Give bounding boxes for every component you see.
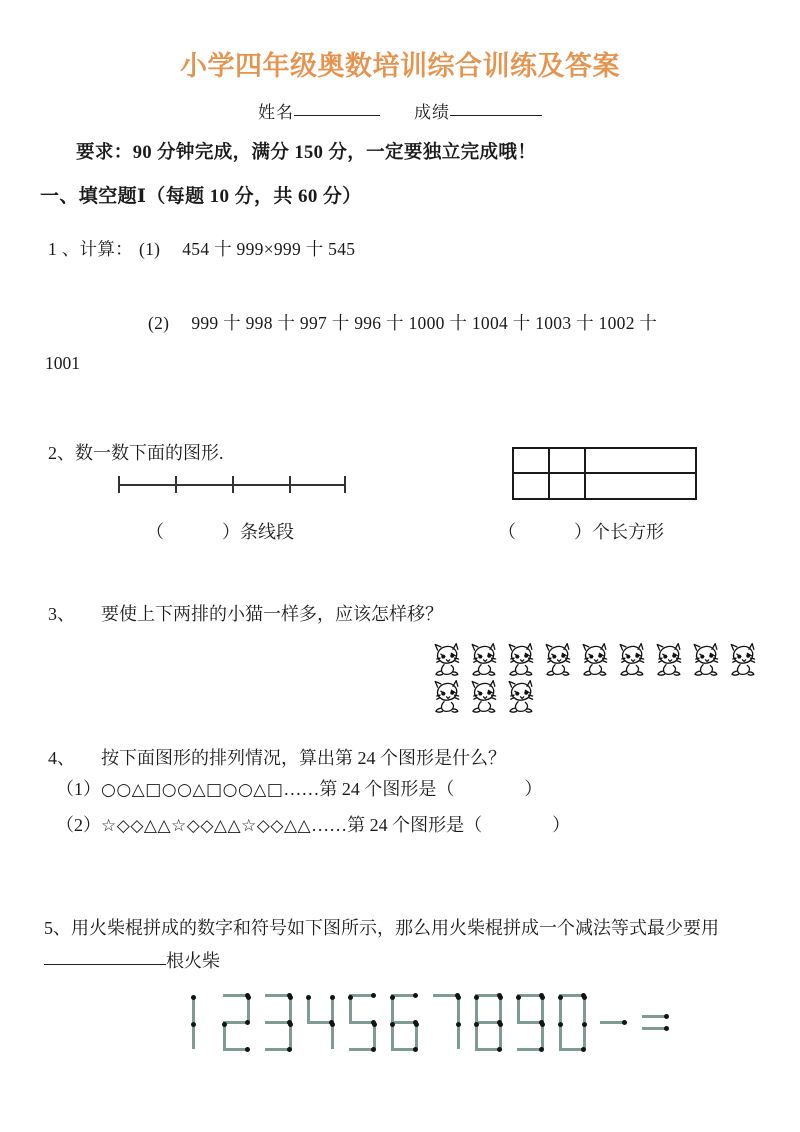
paren-close: ） bbox=[552, 815, 571, 835]
matchstick-digit-0 bbox=[556, 992, 588, 1054]
section-1-heading: 一、填空题Ⅰ（每题 10 分，共 60 分） bbox=[40, 186, 362, 207]
question-4-part1-tail: 第 24 个图形是（ bbox=[319, 779, 455, 799]
question-1 bbox=[48, 236, 760, 262]
segment-tick bbox=[344, 476, 346, 493]
grid-cell bbox=[586, 449, 695, 474]
matchstick bbox=[475, 1048, 501, 1051]
matchstick-digit-6 bbox=[388, 992, 420, 1054]
matchstick bbox=[583, 1023, 586, 1049]
cat-icon bbox=[689, 642, 722, 676]
matchstick bbox=[373, 1023, 376, 1049]
segment-tick bbox=[289, 476, 291, 493]
matchstick-digit-8 bbox=[472, 992, 504, 1054]
name-input-blank[interactable] bbox=[294, 115, 380, 116]
matchstick bbox=[349, 996, 352, 1022]
ellipsis: …… bbox=[311, 815, 348, 835]
matchstick-digit-2 bbox=[220, 992, 252, 1054]
question-1-part2 bbox=[148, 310, 760, 336]
grid-cell bbox=[514, 474, 550, 499]
paren-open: （ bbox=[146, 522, 164, 542]
matchstick bbox=[391, 1048, 417, 1051]
rectangle-grid-figure bbox=[512, 447, 697, 500]
cat-icon bbox=[430, 642, 463, 676]
matchstick bbox=[391, 996, 394, 1022]
matchstick bbox=[289, 996, 292, 1022]
matchstick bbox=[583, 996, 586, 1022]
name-label: 姓名 bbox=[258, 103, 294, 122]
matchstick-digit-1 bbox=[178, 992, 210, 1054]
paren-close-text: ）个长方形 bbox=[574, 522, 664, 542]
matchstick bbox=[223, 1048, 249, 1051]
matchstick bbox=[499, 996, 502, 1022]
matchstick-digit-4 bbox=[304, 992, 336, 1054]
matchstick-figure bbox=[178, 992, 678, 1058]
cat-icon bbox=[578, 642, 611, 676]
question-4-part2-tail: 第 24 个图形是（ bbox=[347, 815, 483, 835]
matchstick bbox=[499, 1023, 502, 1049]
matchstick bbox=[600, 1021, 626, 1024]
segment-answer-label bbox=[146, 518, 294, 544]
question-1-part2-label: (2) bbox=[148, 313, 170, 333]
matchstick bbox=[559, 1048, 585, 1051]
question-3 bbox=[48, 601, 760, 628]
matchstick bbox=[265, 1048, 291, 1051]
question-4-part1-label: （1） bbox=[56, 779, 101, 799]
paren-open: （ bbox=[498, 522, 516, 542]
cat-icon bbox=[652, 642, 685, 676]
question-3-number: 3、 bbox=[48, 604, 75, 624]
ellipsis: …… bbox=[283, 779, 320, 799]
question-1-part1-expression: 454 十 999×999 十 545 bbox=[182, 239, 356, 259]
matchstick bbox=[391, 1023, 394, 1049]
question-5-stem-before: 5、用火柴棍拼成的数字和符号如下图所示，那么用火柴棍拼成一个减法等式最少要用 bbox=[44, 918, 719, 938]
matchstick bbox=[415, 1023, 418, 1049]
matchstick bbox=[457, 996, 460, 1022]
matchstick-digit-7 bbox=[430, 992, 462, 1054]
matchstick bbox=[192, 1023, 195, 1049]
matchstick bbox=[541, 996, 544, 1022]
matchstick bbox=[642, 1015, 668, 1018]
matchstick bbox=[475, 1023, 478, 1049]
grid-cell bbox=[550, 474, 586, 499]
cat-icon bbox=[467, 679, 500, 713]
question-4-part2-label: （2） bbox=[56, 815, 101, 835]
student-info-line bbox=[0, 98, 800, 123]
matchstick-digit-9 bbox=[514, 992, 546, 1054]
question-5-answer-blank[interactable] bbox=[44, 964, 166, 965]
matchstick-digit-3 bbox=[262, 992, 294, 1054]
question-1-stem: 1 、计算： bbox=[48, 239, 133, 259]
page-title: 小学四年级奥数培训综合训练及答案 bbox=[180, 51, 620, 82]
requirement-text: 要求：90 分钟完成，满分 150 分，一定要独立完成哦！ bbox=[76, 143, 537, 163]
question-4-number: 4、 bbox=[48, 748, 75, 768]
question-4-part2-sequence: ☆◇◇△△☆◇◇△△☆◇◇△△ bbox=[101, 816, 312, 836]
matchstick bbox=[223, 1023, 226, 1049]
grid-cell bbox=[514, 449, 550, 474]
paren-close-text: ）条线段 bbox=[222, 522, 294, 542]
question-3-stem: 要使上下两排的小猫一样多，应该怎样移？ bbox=[101, 604, 443, 624]
question-5-stem-after: 根火柴 bbox=[166, 951, 220, 972]
cat-icon bbox=[504, 642, 537, 676]
matchstick bbox=[517, 1048, 543, 1051]
cat-row-top bbox=[430, 642, 763, 678]
question-5 bbox=[44, 912, 756, 979]
segment-tick bbox=[232, 476, 234, 493]
matchstick-operator-equals bbox=[640, 992, 674, 1054]
matchstick bbox=[559, 1023, 562, 1049]
segment-tick bbox=[118, 476, 120, 493]
matchstick bbox=[541, 1023, 544, 1049]
cat-icon bbox=[504, 679, 537, 713]
line-segment-figure bbox=[118, 473, 346, 495]
matchstick bbox=[517, 996, 520, 1022]
rectangle-answer-label bbox=[498, 518, 664, 544]
matchstick bbox=[642, 1027, 668, 1030]
matchstick bbox=[457, 1023, 460, 1049]
question-4-part2 bbox=[56, 812, 760, 840]
cat-icon bbox=[430, 679, 463, 713]
paren-close: ） bbox=[524, 779, 543, 799]
matchstick-operator-minus bbox=[598, 992, 632, 1054]
matchstick bbox=[331, 1023, 334, 1049]
score-input-blank[interactable] bbox=[450, 115, 542, 116]
score-label: 成绩 bbox=[414, 103, 450, 122]
cat-icon bbox=[615, 642, 648, 676]
matchstick-digit-5 bbox=[346, 992, 378, 1054]
question-1-part1-label: (1) bbox=[138, 239, 161, 259]
matchstick bbox=[475, 996, 478, 1022]
grid-cell bbox=[586, 474, 695, 499]
cat-icon bbox=[467, 642, 500, 676]
cat-figure-group bbox=[430, 642, 763, 715]
question-4-part1 bbox=[56, 776, 760, 804]
matchstick bbox=[192, 996, 195, 1022]
segment-tick bbox=[175, 476, 177, 493]
matchstick bbox=[289, 1023, 292, 1049]
matchstick bbox=[559, 996, 562, 1022]
question-1-part2-wrap: 1001 bbox=[45, 353, 80, 373]
matchstick bbox=[331, 996, 334, 1022]
question-4-stem: 按下面图形的排列情况，算出第 24 个图形是什么？ bbox=[101, 748, 506, 768]
question-1-part2-expression: 999 十 998 十 997 十 996 十 1000 十 1004 十 1003 十 1002 十 bbox=[191, 313, 658, 333]
matchstick bbox=[307, 996, 310, 1022]
question-4 bbox=[48, 745, 760, 772]
cat-icon bbox=[726, 642, 759, 676]
grid-cell bbox=[550, 449, 586, 474]
question-4-part1-sequence: ○○△□○○△□○○△□ bbox=[101, 780, 284, 800]
question-2-stem: 2、数一数下面的图形. bbox=[48, 443, 224, 463]
cat-icon bbox=[541, 642, 574, 676]
cat-row-bottom bbox=[430, 679, 763, 715]
matchstick bbox=[247, 996, 250, 1022]
matchstick bbox=[349, 1048, 375, 1051]
